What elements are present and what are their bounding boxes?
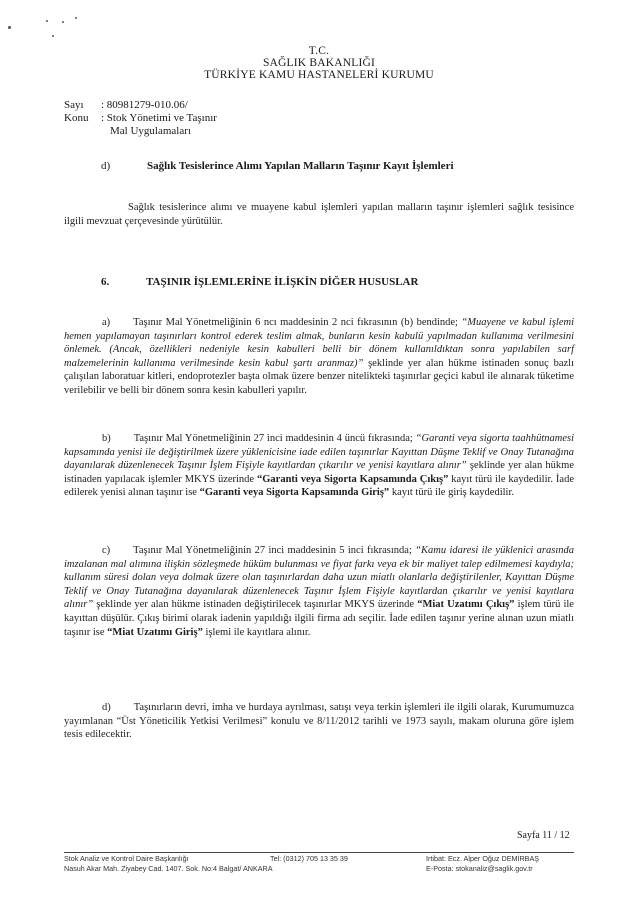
item-b-text-4: kayıt türü ile giriş kaydedilir. — [389, 487, 514, 499]
scan-speck — [8, 26, 11, 29]
item-b-paragraph — [64, 432, 574, 500]
item-c-bold-2: “Miat Uzatımı Giriş” — [107, 626, 203, 638]
item-b-text-1: Taşınır Mal Yönetmeliğinin 27 inci maddesinin 4 üncü fıkrasında; — [133, 433, 416, 444]
item-c-bold-1: “Miat Uzatımı Çıkış” — [417, 599, 515, 611]
section-d-letter: d) — [101, 160, 111, 172]
header-tc: T.C. — [308, 45, 330, 57]
item-c-text-4: işlemi ile kayıtlara alınır. — [202, 626, 311, 638]
item-a-text-2: şeklinde yer alan hükme istinaden sonuç bazlı çalışılan laboratuar kitleri, endoprotezler başta olmak üzere benzer nitelikteki taşınırlar geçici kabul ile alınarak tüketime verilebilir ve belli bir dönem sonra kesin kabulleri yapılır. — [64, 357, 574, 396]
scan-speck — [62, 21, 64, 23]
sayi-value: : 80981279-010.06/ — [101, 99, 188, 111]
item-c-paragraph — [64, 544, 574, 639]
footer-email: E-Posta: stokanaliz@saglik.gov.tr — [426, 864, 533, 873]
scan-speck — [75, 17, 77, 19]
item-b-letter: b) — [102, 433, 111, 444]
item-b-quote: “Garanti veya sigorta taahhütnamesi kapsamında yenisi ile değiştirilmek üzere yüklenicisine iade edilen taşınırlar Kayıttan Düşme Teklif ve Onay Tutanağına dayanılarak düzenlenecek Taşınır İşlem Fişiyle kayıtlardan çıkarılır ve yenisi kayıtlara alınır” — [64, 433, 575, 472]
item-a-letter: a) — [102, 317, 111, 328]
item-c-text-1: Taşınır Mal Yönetmeliğinin 27 inci maddesinin 5 inci fıkrasında; — [133, 545, 416, 556]
section-d-title: Sağlık Tesislerince Alımı Yapılan Malların Taşınır Kayıt İşlemleri — [147, 160, 454, 172]
footer-divider — [64, 852, 574, 853]
item-b-bold-2: “Garanti veya Sigorta Kapsamında Giriş” — [199, 487, 390, 499]
page-number: Sayfa 11 / 12 — [517, 830, 570, 841]
section-6-title: TAŞINIR İŞLEMLERİNE İLİŞKİN DİĞER HUSUSLAR — [146, 276, 419, 288]
item-c-text-3: işlem türü ile kayıttan düşülür. Çıkış birimi olarak iadenin yapıldığı ilgili firma adı seçilir. İade edilen taşınır yerine alınan uzun miatlı taşınır ise — [64, 599, 574, 638]
konu-value-line2: Mal Uygulamaları — [110, 125, 191, 137]
sayi-label: Sayı — [64, 99, 84, 111]
header-institution: TÜRKİYE KAMU HASTANELERİ KURUMU — [204, 69, 434, 81]
footer-department: Stok Analiz ve Kontrol Daire Başkanlığı — [64, 854, 189, 863]
item-c-letter: c) — [102, 545, 111, 556]
scan-speck — [52, 35, 54, 37]
footer-address: Nasuh Akar Mah. Ziyabey Cad. 1407. Sok. No:4 Balgat/ ANKARA — [64, 864, 273, 873]
item-b-text-2: şeklinde yer alan hükme istinaden yapılacak işlemler MKYS üzerinde — [64, 460, 574, 485]
item-d-text: Taşınırların devri, imha ve hurdaya ayrılması, satışı veya terkin işlemleri ile ilgili olarak, Kurumumuzca yayımlanan “Üst Yöneticilik Yetkisi Verilmesi” konulu ve 8/11/2012 tarihli ve 1973 sayılı, makam oluruna göre işlem tesis edilecektir. — [64, 702, 574, 741]
item-a-quote: “Muayene ve kabul işlemi hemen yapılamayan taşınırları kontrol ederek teslim almak, bunların kesin kabulü yapılmadan kullanıma verilmesini önlemek. (Ancak, özellikleri nedeniyle kesin kabulleri belli bir dönem kullanıldıktan sonra yapılabilen sarf malzemelerinin kullanıma verilmesinde kesin kabul şartı aranmaz)” — [64, 317, 574, 369]
item-a-paragraph — [64, 316, 574, 398]
item-c-text-2: şeklinde yer alan hükme istinaden değiştirilecek taşınırlar MKYS üzerinde — [93, 599, 418, 611]
section-d-body: Sağlık tesislerince alımı ve muayene kabul işlemleri yapılan malların taşınır işlemleri sağlık tesisince ilgili mevzuat çerçevesinde yürütülür. — [64, 202, 574, 227]
scan-speck — [46, 20, 48, 22]
section-6-number: 6. — [101, 276, 110, 288]
konu-value-line1: : Stok Yönetimi ve Taşınır — [101, 112, 217, 124]
item-b-text-3: kayıt türü ile kaydedilir. İade edilerek yenisi alınan taşınır ise — [64, 473, 575, 499]
item-d-paragraph — [64, 701, 574, 742]
item-a-text-1: Taşınır Mal Yönetmeliğinin 6 ncı maddesinin 2 nci fıkrasının (b) bendinde; — [133, 317, 462, 328]
header-ministry: SAĞLIK BAKANLIĞI — [262, 57, 376, 69]
item-c-quote: “Kamu idaresi ile yüklenici arasında imzalanan mal alımına ilişkin sözleşmede hüküm bulunması ve fiyat farkı veya ek bir maliyet talep edilmemesi kaydıyla; kullanım süresi dolan veya dolmak üzere olan taşınırlardan daha uzun miatlı olanlarla değiştirilenler, Kayıttan Düşme Teklif ve Onay Tutanağına dayanılarak düzenlenecek Taşınır İşlem Fişiyle kayıtlardan çıkarılır ve yenisi kayıtlara alınır” — [64, 545, 574, 611]
konu-label: Konu — [64, 112, 89, 124]
footer-contact: Irtibat: Ecz. Alper Oğuz DEMİRBAŞ — [426, 854, 540, 863]
footer-phone: Tel: (0312) 705 13 35 39 — [270, 854, 348, 863]
item-b-bold-1: “Garanti veya Sigorta Kapsamında Çıkış” — [257, 473, 449, 485]
item-d-letter: d) — [102, 702, 111, 713]
